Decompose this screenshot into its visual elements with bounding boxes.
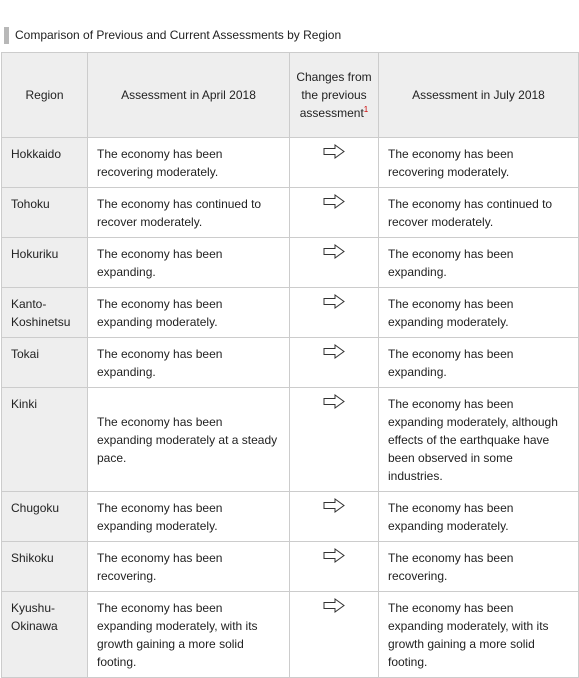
assessment-table xyxy=(1,52,579,678)
right-arrow-icon xyxy=(323,148,345,162)
region-cell: Hokkaido xyxy=(2,138,88,188)
previous-assessment-cell: The economy has been expanding moderately, with its growth gaining a more solid footing. xyxy=(88,592,290,678)
previous-assessment-cell: The economy has been expanding moderately at a steady pace. xyxy=(88,388,290,492)
table-row xyxy=(2,542,579,592)
table-row xyxy=(2,492,579,542)
footnote-marker[interactable]: 1 xyxy=(363,105,369,114)
table-row xyxy=(2,388,579,492)
previous-assessment-cell: The economy has been expanding. xyxy=(88,238,290,288)
column-header-current: Assessment in July 2018 xyxy=(379,53,579,138)
right-arrow-icon xyxy=(323,348,345,362)
table-caption: Comparison of Previous and Current Assessments by Region xyxy=(4,27,341,44)
change-cell xyxy=(290,592,379,678)
previous-assessment-cell: The economy has been expanding moderately. xyxy=(88,288,290,338)
current-assessment-cell: The economy has been expanding moderately. xyxy=(379,288,579,338)
region-cell: Tokai xyxy=(2,338,88,388)
region-cell: Kyushu-Okinawa xyxy=(2,592,88,678)
previous-assessment-cell: The economy has continued to recover moderately. xyxy=(88,188,290,238)
column-header-changes-label: Changes from the previous assessment xyxy=(296,70,372,120)
previous-assessment-cell: The economy has been expanding. xyxy=(88,338,290,388)
column-header-previous: Assessment in April 2018 xyxy=(88,53,290,138)
change-cell xyxy=(290,542,379,592)
change-cell xyxy=(290,238,379,288)
region-cell: Hokuriku xyxy=(2,238,88,288)
table-row xyxy=(2,138,579,188)
region-cell: Kinki xyxy=(2,388,88,492)
current-assessment-cell: The economy has continued to recover moderately. xyxy=(379,188,579,238)
current-assessment-cell: The economy has been expanding. xyxy=(379,238,579,288)
change-cell xyxy=(290,492,379,542)
current-assessment-cell: The economy has been expanding moderately, with its growth gaining a more solid footing. xyxy=(379,592,579,678)
column-header-changes xyxy=(290,53,379,138)
table-row xyxy=(2,238,579,288)
current-assessment-cell: The economy has been recovering. xyxy=(379,542,579,592)
region-cell: Shikoku xyxy=(2,542,88,592)
change-cell xyxy=(290,138,379,188)
region-cell: Kanto-Koshinetsu xyxy=(2,288,88,338)
right-arrow-icon xyxy=(323,248,345,262)
region-cell: Chugoku xyxy=(2,492,88,542)
change-cell xyxy=(290,338,379,388)
current-assessment-cell: The economy has been recovering moderately. xyxy=(379,138,579,188)
right-arrow-icon xyxy=(323,602,345,616)
table-row xyxy=(2,338,579,388)
right-arrow-icon xyxy=(323,198,345,212)
previous-assessment-cell: The economy has been recovering. xyxy=(88,542,290,592)
table-header-row xyxy=(2,53,579,138)
right-arrow-icon xyxy=(323,298,345,312)
change-cell xyxy=(290,188,379,238)
previous-assessment-cell: The economy has been recovering moderately. xyxy=(88,138,290,188)
table-row xyxy=(2,188,579,238)
current-assessment-cell: The economy has been expanding. xyxy=(379,338,579,388)
previous-assessment-cell: The economy has been expanding moderately. xyxy=(88,492,290,542)
right-arrow-icon xyxy=(323,502,345,516)
change-cell xyxy=(290,288,379,338)
table-row xyxy=(2,288,579,338)
table-row xyxy=(2,592,579,678)
column-header-region: Region xyxy=(2,53,88,138)
change-cell xyxy=(290,388,379,492)
right-arrow-icon xyxy=(323,552,345,566)
region-cell: Tohoku xyxy=(2,188,88,238)
current-assessment-cell: The economy has been expanding moderately, although effects of the earthquake have been observed in some industries. xyxy=(379,388,579,492)
right-arrow-icon xyxy=(323,398,345,412)
current-assessment-cell: The economy has been expanding moderately. xyxy=(379,492,579,542)
